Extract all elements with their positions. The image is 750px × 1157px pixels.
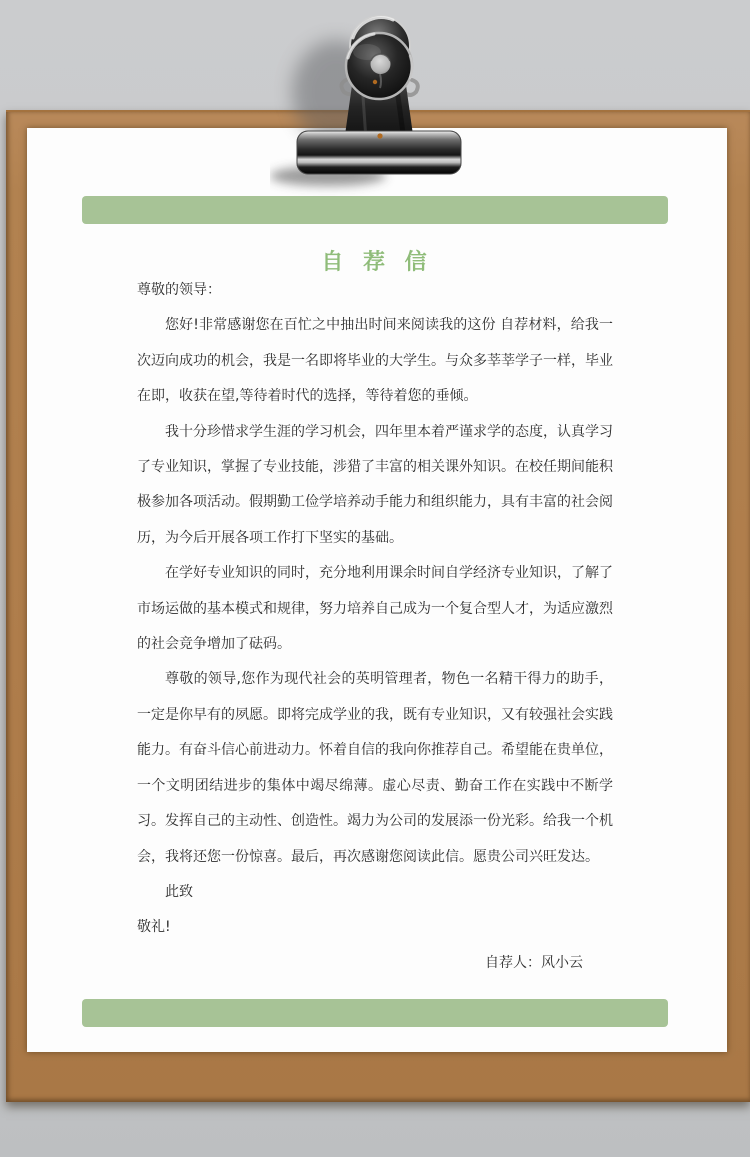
letter-signature: 自荐人：风小云 (485, 954, 583, 971)
letter-paper (27, 128, 727, 1052)
letter-salutation: 尊敬的领导： (137, 282, 221, 298)
clip-amber-dot-lower (377, 133, 382, 138)
binder-clip-icon (270, 0, 490, 200)
letter-paragraph-2: 我十分珍惜求学生涯的学习机会，四年里本着严谨求学的态度，认真学习了专业知识，掌握了专业技能，涉猎了丰富的相关课外知识。在校任期间能积极参加各项活动。假期勤工俭学培养动手能力和组织能力，具有丰富的社会阅历，为今后开展各项工作打下坚实的基础。 (137, 423, 613, 546)
letter-title: 自 荐 信 (321, 249, 433, 275)
letter-paragraph-4: 尊敬的领导,您作为现代社会的英明管理者，物色一名精干得力的助手，一定是你早有的夙愿。即将完成学业的我，既有专业知识，又有较强社会实践能力。有奋斗信心前进动力。怀着自信的我向你推荐自己。希望能在贵单位，一个文明团结进步的集体中竭尽绵薄。虚心尽责、勤奋工作在实践中不断学习。发挥自己的主动性、创造性。竭力为公司的发展添一份光彩。给我一个机会，我将还您一份惊喜。最后，再次感谢您阅读此信。愿贵公司兴旺发达。 (137, 671, 613, 865)
letter-paragraph-1: 您好!非常感谢您在百忙之中抽出时间来阅读我的这份 自荐材料，给我一次迈向成功的机会，我是一名即将毕业的大学生。与众多莘莘学子一样，毕业在即，收获在望,等待着时代的选择，等待着您的垂倾。 (137, 317, 613, 405)
letter-paragraph-3: 在学好专业知识的同时，充分地利用课余时间自学经济专业知识，了解了市场运做的基本模式和规律，努力培养自己成为一个复合型人才，为适应激烈的社会竞争增加了砝码。 (137, 565, 613, 653)
decor-bar-bottom (82, 999, 668, 1027)
letter-salute: 敬礼! (137, 919, 171, 936)
letter-closing: 此致 (165, 883, 193, 900)
letter-body (137, 273, 613, 981)
decor-bar-top (82, 196, 668, 224)
clip-amber-dot-upper (373, 80, 377, 84)
